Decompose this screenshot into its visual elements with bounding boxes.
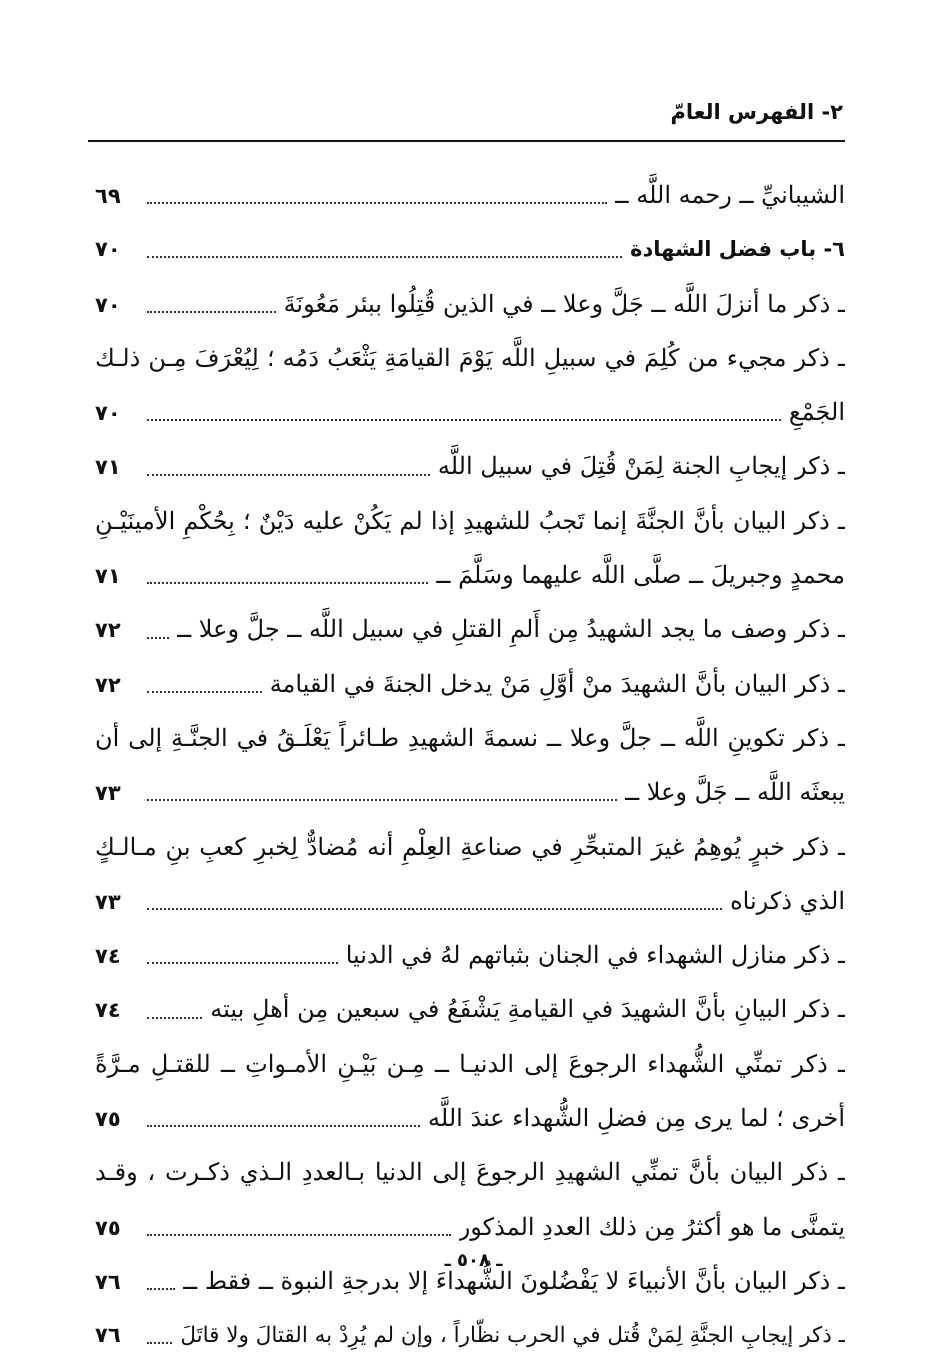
toc-page-number: ٧٥ [95,1107,121,1132]
toc-entry-text: ـ ذكر منازل الشهداء في الجنان بثباتهم لهُ في الدنيا [345,941,845,970]
dot-leader [147,582,428,584]
toc-entry-text: ـ ذكر تمنِّي الشُّهداء الرجوعَ إلى الدنيـا ــ مِـن بَيْـنِ الأمـواتِ ــ للقتـلِ مـرَّةً [95,1049,845,1078]
toc-entry-text: الجَمْعِ [788,398,845,427]
toc-entry-text: ٦- باب فضل الشهادة [630,237,845,262]
toc-page-number: ٧٠ [95,292,121,317]
dot-leader [147,256,622,258]
dot-leader [147,799,617,801]
dot-leader [147,637,169,639]
toc-page-number: ٧٠ [95,237,121,262]
dot-leader [147,908,722,910]
dot-leader [147,1234,451,1236]
toc-entry-text: ـ ذكر إيجابِ الجنَّةِ لِمَنْ قُتل في الحرب نظّاراً ، وإن لم يُرِدْ به القتالَ ولا قاتَلَ [180,1323,845,1349]
toc-entry-text: ـ ذكر البيانِ بأنَّ الشهيدَ في القيامةِ يَشْفَعُ في سبعين مِن أهلِ بيته [210,995,845,1024]
toc-entry-text: ـ ذكر البيان بأنَّ الأنبياءَ لا يَفْضُلونَ الشُّهداءَ إلا بدرجةِ النبوة ــ فقط ــ [183,1266,845,1295]
toc-line [95,874,845,928]
toc-line [95,982,845,1036]
toc-line [95,222,845,276]
toc-entry-text: ـ ذكر البيان بأنَّ تمنِّي الشهيدِ الرجوعَ إلى الدنيا بـالعددِ الـذي ذكـرت ، وقـد [95,1158,845,1187]
toc-line [95,820,845,874]
toc-entry-text: ـ ذكر مجيء من كُلِمَ في سبيلِ اللَّه يَوْمَ القيامَةِ يَثْعَبُ دَمُه ؛ لِيُعْرَفَ مِـن ذلـك [95,343,845,372]
toc-line [95,439,845,493]
toc-entry-text: ـ ذكر وصف ما يجد الشهيدُ مِن أَلمِ القتلِ في سبيل اللَّه ــ جلَّ وعلا ــ [177,615,845,644]
toc-line [95,1145,845,1199]
toc-line [95,1091,845,1145]
toc-page-number: ٧٣ [95,781,121,806]
toc-line [95,385,845,439]
toc-page-number: ٧١ [95,564,121,589]
page-number: ـ ٥٠٨ ـ [444,1250,503,1271]
toc-page-number: ٧٢ [95,672,121,697]
toc-entry-text: ـ ذكر البيان بأنَّ الشهيدَ منْ أوَّلِ مَنْ يدخل الجنةَ في القيامة [269,669,845,698]
toc-page-number: ٧٤ [95,944,121,969]
toc-line [95,494,845,548]
toc-page-number: ٧٠ [95,401,121,426]
toc-line [95,711,845,765]
toc-page-number: ٧١ [95,455,121,480]
toc-entry-text: ـ ذكر البيان بأنَّ الجنَّةَ إنما تَجبُ للشهيدِ إذا لم يَكُنْ عليه دَيْنٌ ؛ بِحُكْمِ الأمينَيْـنِ [95,506,845,535]
toc-line [95,765,845,819]
toc-entry-text: ـ ذكر تكوينِ اللَّه ــ جلَّ وعلا ــ نسمةَ الشهيدِ طـائراً يَعْلَـقُ في الجنَّـةِ إلى أن [95,723,845,752]
toc-line [95,548,845,602]
toc-line [95,657,845,711]
toc-line [95,277,845,331]
toc-line [95,168,845,222]
toc-entry-text: يبعثَه اللَّه ــ جَلَّ وعلا ــ [625,778,845,807]
header-rule [88,140,845,142]
toc-entry-text: محمدٍ وجبريلَ ــ صلَّى اللَّه عليهما وسَلَّمَ ــ [436,561,845,590]
table-of-contents [95,168,845,1363]
toc-line [95,1308,845,1362]
dot-leader [147,1288,175,1290]
dot-leader [147,962,338,964]
running-header: ٢- الفهرس العامّ [670,100,843,124]
toc-page-number: ٧٥ [95,1215,121,1240]
dot-leader [147,691,262,693]
toc-page-number: ٧٤ [95,998,121,1023]
toc-entry-text: الشيبانيِّ ــ رحمه اللَّه ــ [614,181,845,209]
toc-line [95,1200,845,1254]
toc-line [95,602,845,656]
dot-leader [147,1017,202,1019]
toc-page-number: ٧٢ [95,618,121,643]
toc-page-number: ٧٦ [95,1269,121,1294]
dot-leader [147,202,607,204]
dot-leader [147,311,276,313]
dot-leader [147,1125,420,1127]
dot-leader [147,1342,172,1344]
dot-leader [147,474,430,476]
toc-line [95,1037,845,1091]
toc-entry-text: ـ ذكر ما أنزلَ اللَّه ــ جَلَّ وعلا ــ في الذين قُتِلُوا ببئر مَعُونَةَ [283,289,845,318]
toc-page-number: ٦٩ [95,184,121,208]
toc-entry-text: ـ ذكر خبرٍ يُوهِمُ غيرَ المتبحِّرِ في صناعةِ العِلْمِ أنه مُضادٌّ لِخبرِ كعبِ بنِ مـالـكٍ [95,832,845,861]
toc-entry-text: ـ ذكر إيجابِ الجنة لِمَنْ قُتِلَ في سبيل اللَّه [437,452,845,481]
toc-page-number: ٧٣ [95,889,121,914]
toc-line [95,331,845,385]
toc-entry-text: أخرى ؛ لما يرى مِن فضلِ الشُّهداء عندَ اللَّه [428,1104,845,1133]
toc-page-number: ٧٦ [95,1323,121,1348]
toc-entry-text: الذي ذكرناه [730,886,845,915]
toc-entry-text: يتمنَّى ما هو أكثرُ مِن ذلك العددِ المذكور [458,1212,845,1241]
dot-leader [147,419,781,421]
toc-line [95,928,845,982]
